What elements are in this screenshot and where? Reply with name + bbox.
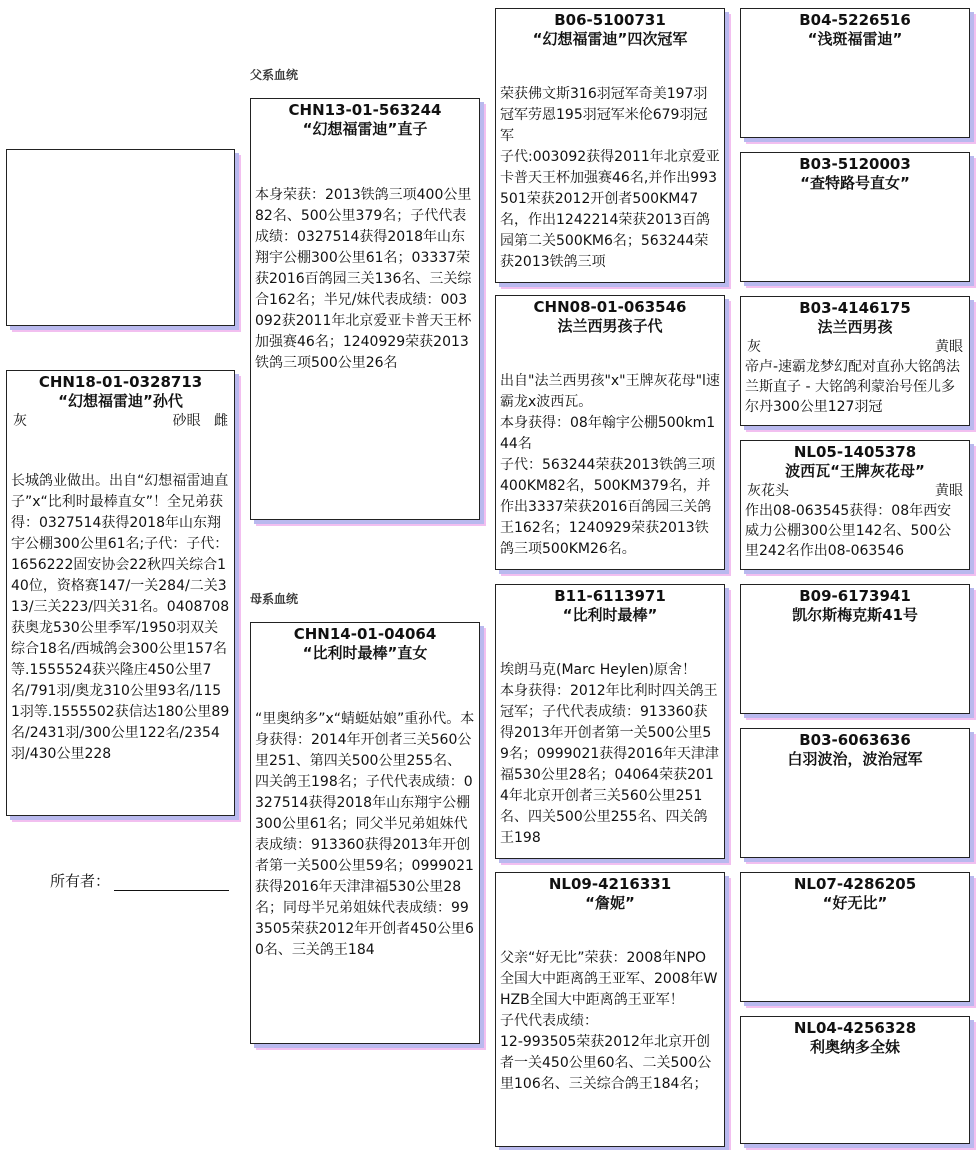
- sire-sire-ring-number: B06-5100731: [554, 11, 666, 29]
- ggp5-ring-number: B09-6173941: [799, 587, 911, 605]
- subject-color: 灰: [13, 413, 27, 429]
- ggp2-ring-number: B03-5120003: [799, 155, 911, 173]
- ggp1-card: [740, 8, 970, 138]
- sire-dam-description: 出自"法兰西男孩"x"王牌灰花母"l速霸龙x波西瓦。 本身获得：08年翰宇公棚500km144名 子代：563244荣获2013铁鸽三项400KM82名，500KM379名，并作出3337荣获2016百鸽园三关鸽王162名；1240929荣获2013铁鸽三项500KM26名。: [500, 373, 720, 557]
- ggp2-card: [740, 152, 970, 282]
- ggp7-ring-number: NL07-4286205: [793, 875, 917, 893]
- ggp3-name: 法兰西男孩: [817, 318, 893, 336]
- dam-name: “比利时最棒”直女: [302, 644, 428, 662]
- sire-name: “幻想福雷迪”直子: [302, 120, 428, 138]
- ggp3-color: 灰: [747, 339, 761, 355]
- subject-attributes: [7, 411, 234, 431]
- ggp3-attributes: [741, 337, 969, 357]
- ggp3-ring-number: B03-4146175: [799, 299, 911, 317]
- dam-description: “里奥纳多”x“蜻蜓姑娘”重孙代。本身获得：2014年开创者三关560公里251、第四关500公里255名、四关鸽王198名；子代代表成绩：0327514获得2018年山东翔宇公棚300公里61名；同父半兄弟姐妹代表成绩：913360获得2013年开创者第一关500公里59名；0999021获得2016年天津津福530公里28名；同母半兄弟姐妹代表成绩：993505荣获2012年开创者450公里60名、三关鸽王184: [255, 711, 475, 958]
- sire-sire-name: “幻想福雷迪”四次冠军: [532, 30, 688, 48]
- subject-ring-number: CHN18-01-0328713: [38, 373, 203, 391]
- ggp3-card: [740, 296, 970, 426]
- ggp4-attributes: [741, 481, 969, 501]
- dam-line-label: 母系血统: [250, 592, 299, 606]
- ggp8-card: [740, 1016, 970, 1144]
- dam-sire-description: 埃朗马克(Marc Heylen)原舍！ 本身获得：2012年比利时四关鸽王冠军；子代代表成绩：913360获得2013年开创者第一关500公里59名；0999021获得2016年天津津福530公里28名；04064荣获2014年北京开创者三关560公里251名、四关500公里255名、四关鸽王198: [500, 662, 719, 846]
- dam-dam-ring-number: NL09-4216331: [548, 875, 672, 893]
- sire-dam-card: [495, 295, 725, 570]
- photo-box: [6, 149, 235, 326]
- sire-dam-ring-number: CHN08-01-063546: [533, 298, 687, 316]
- sire-line-label: 父系血统: [250, 68, 299, 82]
- ggp7-name: “好无比”: [822, 894, 888, 912]
- ggp6-ring-number: B03-6063636: [799, 731, 911, 749]
- subject-eye: 砂眼: [172, 413, 201, 429]
- sire-description: 本身荣获：2013铁鸽三项400公里82名、500公里379名；子代代表成绩：0327514获得2018年山东翔宇公棚300公里61名；03337荣获2016百鸽园三关136名、三关综合162名；半兄/妹代表成绩：003092获2011年北京爱亚卡普天王杯加强赛46名；1240929荣获2013铁鸽三项500公里26名: [255, 187, 472, 371]
- ggp4-name: 波西瓦“王牌灰花母”: [785, 462, 925, 480]
- sire-sire-card: [495, 8, 725, 283]
- ggp4-ring-number: NL05-1405378: [793, 443, 917, 461]
- ggp4-card: [740, 440, 970, 570]
- ggp5-name: 凯尔斯梅克斯41号: [792, 606, 918, 624]
- subject-sex: 雌: [214, 413, 228, 429]
- ggp7-card: [740, 872, 970, 1002]
- owner-line: [114, 876, 229, 891]
- ggp3-description: 帝卢-速霸龙梦幻配对直孙大铭鸽法兰斯直子 - 大铭鸽利蒙治号侄儿多尔丹300公里127羽冠: [745, 359, 961, 415]
- dam-ring-number: CHN14-01-04064: [293, 625, 437, 643]
- ggp4-eye: 黄眼: [935, 483, 963, 499]
- owner-label: 所有者：: [50, 872, 111, 890]
- ggp2-name: “查特路号直女”: [800, 174, 910, 192]
- dam-sire-card: [495, 584, 725, 859]
- ggp5-card: [740, 584, 970, 714]
- ggp4-color: 灰花头: [747, 483, 789, 499]
- sire-dam-name: 法兰西男孩子代: [557, 317, 663, 335]
- subject-card: [6, 370, 235, 816]
- subject-description: 长城鸽业做出。出自“幻想福雷迪直子”x“比利时最棒直女”！全兄弟获得：0327514获得2018年山东翔宇公棚300公里61名;子代：子代：1656222固安协会22秋四关综合140位，资格赛147/一关284/二关313/三关223/四关31名。0408708获奥龙530公里季军/1950羽双关综合18名/西城鸽会300公里157名等.1555524获兴隆庄450公里7名/791羽/奥龙310公里93名/1151羽等.1555502获信达180公里89名/2431羽/300公里122名/2354羽/430公里228: [11, 473, 230, 762]
- subject-name: “幻想福雷迪”孙代: [58, 392, 183, 410]
- dam-sire-ring-number: B11-6113971: [554, 587, 666, 605]
- dam-dam-card: [495, 872, 725, 1147]
- dam-dam-description: 父亲“好无比”荣获：2008年NPO全国大中距离鸽王亚军、2008年WHZB全国大中距离鸽王亚军！ 子代代表成绩： 12-993505荣获2012年北京开创者一关450公里60名、二关500公里106名、三关综合鸽王184名；: [500, 950, 718, 1092]
- owner-field: [50, 870, 229, 891]
- ggp1-name: “浅斑福雷迪”: [807, 30, 903, 48]
- sire-card: [250, 98, 480, 520]
- sire-ring-number: CHN13-01-563244: [288, 101, 442, 119]
- ggp6-card: [740, 728, 970, 858]
- dam-sire-name: “比利时最棒”: [562, 606, 658, 624]
- ggp4-description: 作出08-063545获得：08年西安威力公棚300公里142名、500公里242名作出08-063546: [745, 503, 952, 559]
- ggp3-eye: 黄眼: [935, 339, 963, 355]
- sire-sire-description: 荣获佛文斯316羽冠军奇美197羽冠军劳恩195羽冠军米伦679羽冠军 子代:003092获得2011年北京爱亚卡普天王杯加强赛46名,并作出993501荣获2012开创者500KM47名，作出1242214荣获2013百鸽园第二关500KM6名；563244荣获2013铁鸽三项: [500, 86, 720, 270]
- ggp8-name: 利奥纳多全妹: [809, 1038, 900, 1056]
- ggp1-ring-number: B04-5226516: [799, 11, 911, 29]
- ggp6-name: 白羽波治，波治冠军: [787, 750, 923, 768]
- dam-card: [250, 622, 480, 1044]
- dam-dam-name: “詹妮”: [585, 894, 635, 912]
- ggp8-ring-number: NL04-4256328: [793, 1019, 917, 1037]
